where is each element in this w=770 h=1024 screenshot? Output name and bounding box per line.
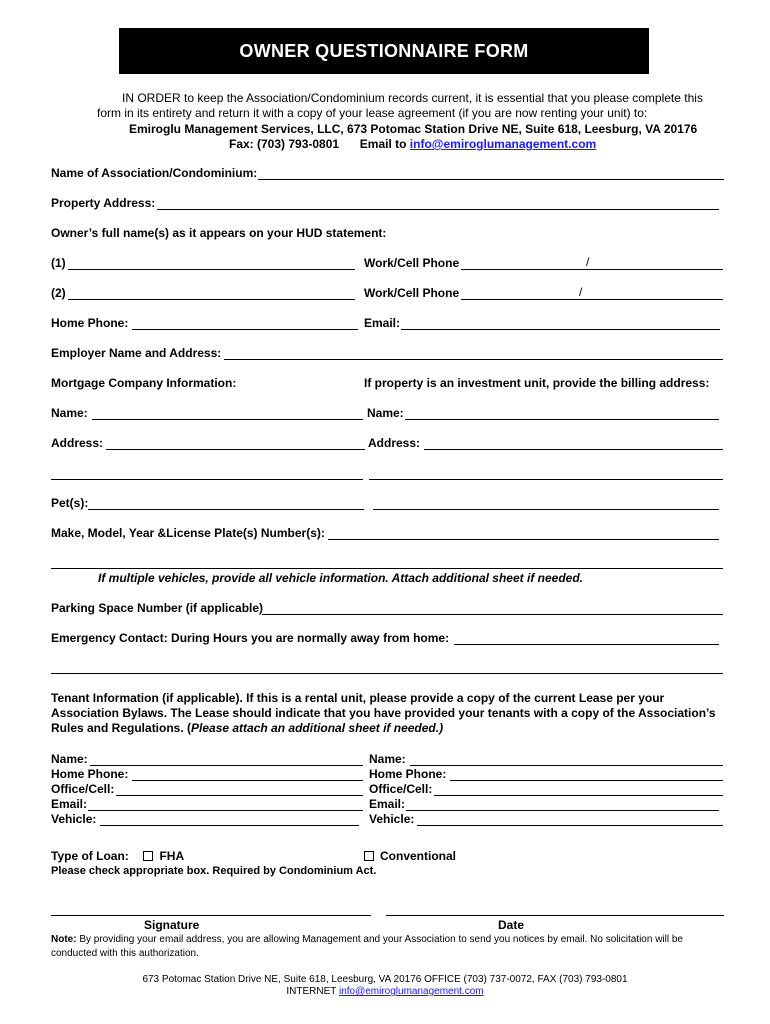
tenant1-email-label: Email: — [51, 797, 88, 811]
intro-fax: Fax: (703) 793-0801 — [229, 137, 340, 151]
owner1-phone-slash: / — [586, 255, 590, 269]
tenant1-name-field[interactable] — [90, 752, 363, 766]
tenant2-name-label: Name: — [369, 752, 406, 766]
tenant1-email-field[interactable] — [88, 797, 363, 811]
owner2-phone-label: Work/Cell Phone — [364, 286, 460, 300]
date-label: Date — [498, 918, 525, 932]
loan-note: Please check appropriate box. Required by Condominium Act. — [51, 865, 377, 877]
association-label: Name of Association/Condominium: — [51, 166, 258, 180]
fha-label: FHA — [159, 849, 185, 863]
footer-internet — [0, 986, 770, 997]
loan-type — [51, 849, 184, 863]
mortgage-address-line2[interactable] — [51, 466, 363, 480]
association-field[interactable] — [258, 166, 724, 180]
tenant2-email-field[interactable] — [406, 797, 719, 811]
owner-names-label: Owner’s full name(s) as it appears on your HUD statement: — [51, 226, 387, 240]
fha-checkbox[interactable] — [143, 851, 153, 861]
vehicles-field[interactable] — [328, 526, 719, 540]
mortgage-name-label: Name: — [51, 406, 88, 420]
owner2-label: (2) — [51, 286, 66, 300]
mortgage-name-field[interactable] — [92, 406, 363, 420]
loan-type-label: Type of Loan: — [51, 849, 129, 863]
note-label: Note: — [51, 934, 77, 945]
intro-line-2: form in its entirety and return it with a copy of your lease agreement (if you are now renting your unit) to: — [97, 106, 648, 120]
billing-address-field[interactable] — [424, 436, 723, 450]
signature-label: Signature — [144, 918, 200, 932]
emergency-label: Emergency Contact: During Hours you are normally away from home: — [51, 631, 450, 645]
intro-email-label: Email to — [359, 137, 407, 151]
email-note — [51, 933, 741, 961]
vehicles-label: Make, Model, Year &License Plate(s) Number(s): — [51, 526, 325, 540]
conventional-checkbox[interactable] — [364, 851, 374, 861]
property-address-label: Property Address: — [51, 196, 156, 210]
employer-label: Employer Name and Address: — [51, 346, 222, 360]
vehicles-note: If multiple vehicles, provide all vehicle information. Attach additional sheet if needed. — [98, 571, 583, 585]
tenant1-vehicle-field[interactable] — [100, 812, 359, 826]
emergency-line-2[interactable] — [51, 673, 723, 674]
mortgage-address-field[interactable] — [106, 436, 365, 450]
home-phone-label: Home Phone: — [51, 316, 129, 330]
footer-internet-label: INTERNET — [286, 986, 337, 997]
tenant2-name-field[interactable] — [410, 752, 723, 766]
conventional-label: Conventional — [380, 849, 457, 863]
tenant1-office-label: Office/Cell: — [51, 782, 115, 796]
tenant2-email-label: Email: — [369, 797, 406, 811]
home-phone-field[interactable] — [132, 316, 358, 330]
emergency-field[interactable] — [454, 631, 719, 645]
tenant2-phone-field[interactable] — [450, 767, 723, 781]
tenant1-office-field[interactable] — [116, 782, 363, 796]
mortgage-address-label: Address: — [51, 436, 104, 450]
tenant-line-2: Association Bylaws. The Lease should indicate that you have provided your tenants with a copy of the Association’s — [51, 706, 716, 720]
pets-field[interactable] — [88, 496, 364, 510]
tenant1-phone-field[interactable] — [132, 767, 363, 781]
tenant2-office-field[interactable] — [434, 782, 723, 796]
tenant-line-3: Rules and Regulations. (Please attach an additional sheet if needed.) — [51, 721, 444, 735]
conventional-option — [364, 849, 456, 863]
tenant2-phone-label: Home Phone: — [369, 767, 447, 781]
email-label: Email: — [364, 316, 401, 330]
tenant2-office-label: Office/Cell: — [369, 782, 433, 796]
owner2-phone-field[interactable] — [461, 286, 723, 300]
pets-field-2[interactable] — [373, 496, 719, 510]
owner1-phone-label: Work/Cell Phone — [364, 256, 460, 270]
footer-email-link[interactable]: info@emiroglumanagement.com — [338, 986, 484, 997]
date-line[interactable] — [386, 915, 724, 916]
mortgage-label: Mortgage Company Information: — [51, 376, 237, 390]
billing-address-label: Address: — [368, 436, 421, 450]
intro-line-1: IN ORDER to keep the Association/Condominium records current, it is essential that you please complete this — [122, 91, 703, 105]
tenant-line-1: Tenant Information (if applicable). If this is a rental unit, please provide a copy of the current Lease per your — [51, 691, 665, 705]
owner1-field[interactable] — [68, 256, 355, 270]
vehicles-line-2[interactable] — [51, 568, 723, 569]
owner2-field[interactable] — [68, 286, 355, 300]
tenant2-vehicle-field[interactable] — [417, 812, 723, 826]
employer-field[interactable] — [224, 346, 723, 360]
parking-field[interactable] — [262, 601, 723, 615]
tenant2-vehicle-label: Vehicle: — [369, 812, 415, 826]
tenant1-phone-label: Home Phone: — [51, 767, 129, 781]
billing-label: If property is an investment unit, provide the billing address: — [364, 376, 710, 390]
billing-address-line2[interactable] — [369, 466, 723, 480]
signature-line[interactable] — [51, 915, 371, 916]
note-text-1: By providing your email address, you are allowing Management and your Association to send you notices by email. No solicitation will be — [76, 934, 683, 945]
email-field[interactable] — [401, 316, 720, 330]
intro-company: Emiroglu Management Services, LLC, 673 Potomac Station Drive NE, Suite 618, Leesburg, VA 20176 — [129, 122, 698, 136]
note-text-2: conducted with this authorization. — [51, 948, 199, 959]
intro-contact — [229, 136, 596, 152]
pets-label: Pet(s): — [51, 496, 89, 510]
tenant1-vehicle-label: Vehicle: — [51, 812, 97, 826]
billing-name-label: Name: — [367, 406, 404, 420]
parking-label: Parking Space Number (if applicable) — [51, 601, 264, 615]
intro-email-link[interactable]: info@emiroglumanagement.com — [409, 137, 597, 151]
form-title: OWNER QUESTIONNAIRE FORM — [119, 28, 649, 74]
owner1-label: (1) — [51, 256, 66, 270]
owner1-phone-field[interactable] — [461, 256, 723, 270]
owner2-phone-slash: / — [579, 285, 583, 299]
billing-name-field[interactable] — [405, 406, 719, 420]
property-address-field[interactable] — [157, 196, 719, 210]
footer-address: 673 Potomac Station Drive NE, Suite 618, Leesburg, VA 20176 OFFICE (703) 737-0072, FAX (703) 793-0801 — [142, 974, 628, 985]
tenant1-name-label: Name: — [51, 752, 88, 766]
